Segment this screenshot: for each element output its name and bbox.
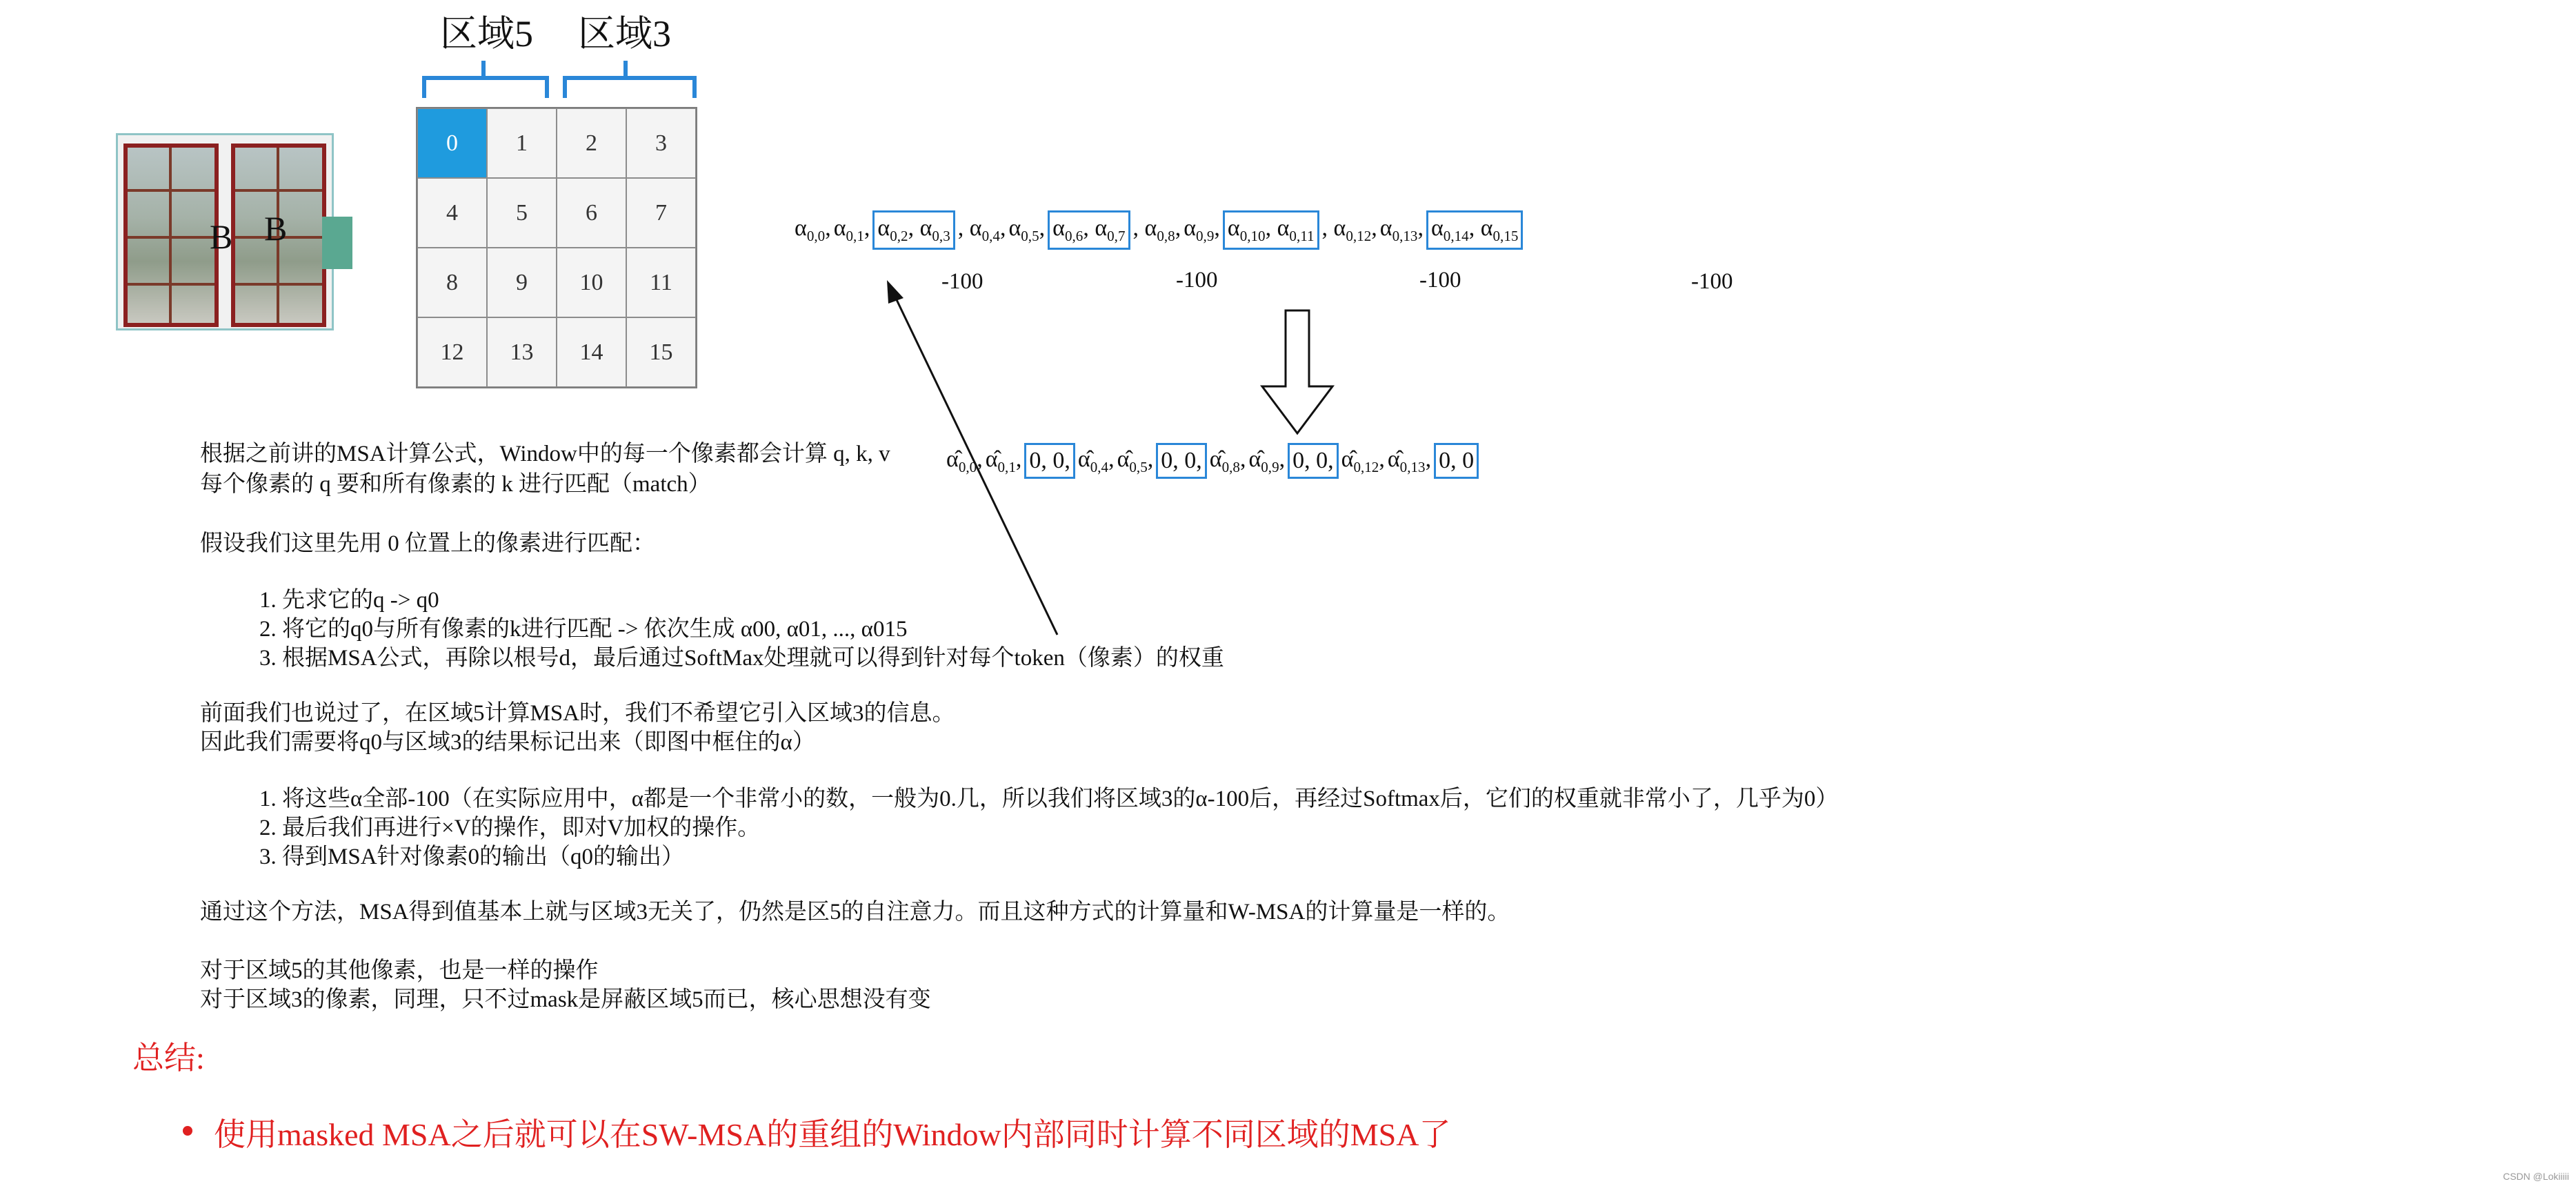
alpha-bottom-term-10: $\alphâ_{0,13}$, bbox=[1387, 446, 1432, 475]
grid-cell-5: 5 bbox=[487, 178, 557, 248]
alpha-top-term-4: $\alpha_{0,5}$, bbox=[1008, 215, 1046, 244]
summary-title: 总结: bbox=[132, 1040, 205, 1076]
alpha-top-term-1: $\alpha_{0,1}$, bbox=[833, 215, 870, 244]
alpha-bottom-term-7: $\alphâ_{0,9}$, bbox=[1248, 446, 1286, 475]
grid-cell-11: 11 bbox=[626, 248, 696, 317]
grid-cell-15: 15 bbox=[626, 317, 696, 387]
paragraph-3-line-2: 因此我们需要将q0与区域3的结果标记出来（即图中框住的α） bbox=[200, 730, 815, 755]
list2-item-2: 2. 最后我们再进行×V的操作，即对V加权的操作。 bbox=[259, 816, 761, 840]
alpha-top-framed-group-8: $\alpha_{0,10}$, $\alpha_{0,11}$ bbox=[1223, 210, 1319, 250]
down-arrow bbox=[1262, 310, 1332, 433]
grid-cell-0: 0 bbox=[417, 108, 487, 178]
alpha-bottom-term-4: $\alphâ_{0,5}$, bbox=[1117, 446, 1154, 475]
grid-cell-6: 6 bbox=[557, 178, 626, 248]
grid-cell-9: 9 bbox=[487, 248, 557, 317]
paragraph-5-line-2: 对于区域3的像素，同理，只不过mask是屏蔽区域5而已，核心思想没有变 bbox=[200, 987, 931, 1012]
paragraph-1-line-1: 根据之前讲的MSA计算公式，Window中的每一个像素都会计算 q, k, v bbox=[200, 442, 890, 466]
list2-item-3: 3. 得到MSA针对像素0的输出（q0的输出） bbox=[259, 844, 685, 869]
alpha-top-framed-group-11: $\alpha_{0,14}$, $\alpha_{0,15}$ bbox=[1426, 210, 1523, 250]
alpha-top-term-7: $\alpha_{0,9}$, bbox=[1184, 215, 1220, 244]
summary-bullet-text: 使用masked MSA之后就可以在SW-MSA的重组的Window内部同时计算不同区域的MSA了 bbox=[214, 1117, 1451, 1152]
paragraph-5-line-1: 对于区域5的其他像素，也是一样的操作 bbox=[200, 958, 599, 983]
paragraph-3-line-1: 前面我们也说过了，在区域5计算MSA时，我们不希望它引入区域3的信息。 bbox=[200, 701, 955, 726]
alpha-top-term-6: , $\alpha_{0,8}$, bbox=[1132, 215, 1181, 244]
grid-cell-1: 1 bbox=[487, 108, 557, 178]
alpha-bottom-framed-group-11: 0, 0 bbox=[1434, 443, 1479, 479]
alpha-bottom-term-9: $\alphâ_{0,12}$, bbox=[1341, 446, 1385, 475]
window-label-b-right: B bbox=[264, 209, 288, 248]
grid-cell-13: 13 bbox=[487, 317, 557, 387]
grid-cell-14: 14 bbox=[557, 317, 626, 387]
grid-cell-8: 8 bbox=[417, 248, 487, 317]
list1-item-1: 1. 先求它的q -> q0 bbox=[259, 588, 439, 613]
alpha-top-framed-group-2: $\alpha_{0,2}$, $\alpha_{0,3}$ bbox=[872, 210, 955, 250]
grid-cell-2: 2 bbox=[557, 108, 626, 178]
grid-cell-12: 12 bbox=[417, 317, 487, 387]
alpha-top-term-9: , $\alpha_{0,12}$, bbox=[1321, 215, 1377, 244]
grid-cell-4: 4 bbox=[417, 178, 487, 248]
alpha-bottom-term-3: $\alphâ_{0,4}$, bbox=[1077, 446, 1115, 475]
alpha-bottom-framed-group-5: 0, 0, bbox=[1156, 443, 1207, 479]
region5-label: 区域5 bbox=[440, 13, 533, 55]
grid-cell-10: 10 bbox=[557, 248, 626, 317]
minus-label-2: -100 bbox=[1176, 268, 1218, 293]
alpha-bottom-term-0: $\alphâ_{0,0}$, bbox=[946, 446, 983, 475]
alpha-bottom-framed-group-2: 0, 0, bbox=[1024, 443, 1075, 479]
window-label-b-left: B bbox=[210, 217, 233, 256]
minus-label-1: -100 bbox=[941, 269, 984, 294]
alpha-top-term-10: $\alpha_{0,13}$, bbox=[1379, 215, 1424, 244]
alpha-row-masked bbox=[945, 443, 1480, 479]
list2-item-1: 1. 将这些α全部-100（在实际应用中，α都是一个非常小的数，一般为0.几，所以我们将区域3的α-100后，再经过Softmax后，它们的权重就非常小了，几乎为0） bbox=[259, 787, 1839, 811]
alpha-bottom-framed-group-8: 0, 0, bbox=[1288, 443, 1339, 479]
paragraph-1-line-2: 每个像素的 q 要和所有像素的 k 进行匹配（match） bbox=[200, 472, 711, 497]
alpha-bottom-term-6: $\alphâ_{0,8}$, bbox=[1209, 446, 1246, 475]
minus-label-3: -100 bbox=[1419, 268, 1461, 293]
paragraph-2: 假设我们这里先用 0 位置上的像素进行匹配： bbox=[200, 531, 655, 556]
alpha-top-term-3: , $\alpha_{0,4}$, bbox=[957, 215, 1006, 244]
alpha-top-framed-group-5: $\alpha_{0,6}$, $\alpha_{0,7}$ bbox=[1048, 210, 1130, 250]
region3-label: 区域3 bbox=[578, 13, 671, 55]
list1-item-3: 3. 根据MSA公式，再除以根号d，最后通过SoftMax处理就可以得到针对每个token（像素）的权重 bbox=[259, 646, 1224, 671]
grid-cell-7: 7 bbox=[626, 178, 696, 248]
alpha-top-term-0: $\alpha_{0,0}$, bbox=[795, 215, 831, 244]
paragraph-4: 通过这个方法，MSA得到值基本上就与区域3无关了，仍然是区5的自注意力。而且这种方式的计算量和W-MSA的计算量是一样的。 bbox=[200, 900, 1510, 925]
watermark: CSDN @Lokiiiii bbox=[2503, 1171, 2569, 1182]
minus-label-4: -100 bbox=[1691, 269, 1733, 294]
summary-bullet-dot bbox=[183, 1126, 192, 1136]
alpha-bottom-term-1: $\alphâ_{0,1}$, bbox=[985, 446, 1022, 475]
list1-item-2: 2. 将它的q0与所有像素的k进行匹配 -> 依次生成 α00, α01, ..., α015 bbox=[259, 617, 908, 642]
grid-cell-3: 3 bbox=[626, 108, 696, 178]
